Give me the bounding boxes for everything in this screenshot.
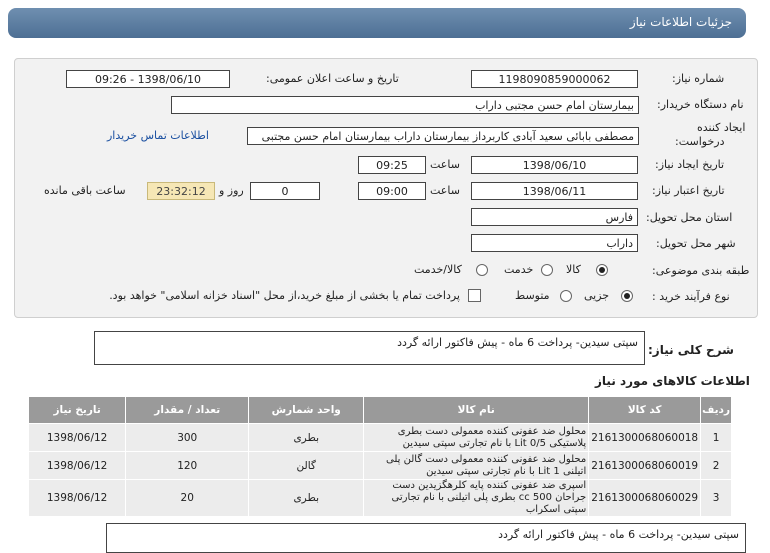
treasury-payment-note: پرداخت تمام یا بخشی از مبلغ خرید،از محل "اسناد خزانه اسلامی" خواهد بود. xyxy=(109,289,460,302)
cell-qty: 120 xyxy=(126,452,249,480)
process-medium-radio[interactable] xyxy=(560,290,572,302)
city-label: شهر محل تحویل: xyxy=(656,237,736,250)
cell-unit: گالن xyxy=(249,452,364,480)
valid-time-label: ساعت xyxy=(430,184,460,197)
cell-row: 3 xyxy=(701,480,732,517)
treasury-payment-checkbox[interactable] xyxy=(468,289,481,302)
valid-date-label: تاریخ اعتبار نیاز: xyxy=(652,184,725,197)
contact-buyer-link[interactable]: اطلاعات تماس خریدار xyxy=(107,129,209,142)
creator-label-1: ایجاد کننده xyxy=(697,121,746,134)
province-label: استان محل تحویل: xyxy=(646,211,733,224)
items-table xyxy=(28,396,732,517)
title-bar xyxy=(8,8,746,38)
col-row: ردیف xyxy=(701,397,732,424)
cell-unit: بطری xyxy=(249,424,364,452)
cell-date: 1398/06/12 xyxy=(29,452,126,480)
announce-field[interactable]: 1398/06/10 - 09:26 xyxy=(66,70,230,88)
table-row[interactable] xyxy=(29,480,732,517)
cell-qty: 300 xyxy=(126,424,249,452)
cell-name: اسپری ضد عفونی کننده پایه کلرهگزیدین دست جراحان 500 cc بطری پلی اتیلنی با نام تجارتی سپتی اسکراب xyxy=(364,480,589,517)
table-row[interactable] xyxy=(29,452,732,480)
cell-code: 2161300068060018 xyxy=(589,424,701,452)
process-medium-label: متوسط xyxy=(515,289,550,302)
buyer-label: نام دستگاه خریدار: xyxy=(657,98,744,111)
city-field[interactable]: داراب xyxy=(471,234,638,252)
cell-date: 1398/06/12 xyxy=(29,480,126,517)
cell-code: 2161300068060029 xyxy=(589,480,701,517)
category-both-label: کالا/خدمت xyxy=(414,263,462,276)
col-qty: تعداد / مقدار xyxy=(126,397,249,424)
cell-date: 1398/06/12 xyxy=(29,424,126,452)
footer-note-box xyxy=(106,523,746,553)
created-time-field[interactable]: 09:25 xyxy=(358,156,426,174)
description-text: سپتی سیدین- پرداخت 6 ماه - پیش فاکتور ارائه گردد xyxy=(397,336,638,349)
need-number-label: شماره نیاز: xyxy=(672,72,725,85)
remaining-label: ساعت باقی مانده xyxy=(44,184,126,197)
created-date-field[interactable]: 1398/06/10 xyxy=(471,156,638,174)
description-box xyxy=(94,331,645,365)
category-goods-label: کالا xyxy=(566,263,581,276)
creator-label-2: درخواست: xyxy=(675,135,725,148)
cell-row: 1 xyxy=(701,424,732,452)
creator-field[interactable]: مصطفی بابائی سعید آبادی کاربرداز بیمارستان داراب بیمارستان امام حسن مجتبی xyxy=(247,127,639,145)
cell-name: محلول ضد عفونی کننده معمولی دست بطری پلاستیکی 0/5 Lit با نام تجارتی سپتی سیدین xyxy=(364,424,589,452)
description-label: شرح کلی نیاز: xyxy=(648,343,734,357)
page-title: جزئیات اطلاعات نیاز xyxy=(629,15,732,29)
valid-date-field[interactable]: 1398/06/11 xyxy=(471,182,638,200)
process-minor-label: جزیی xyxy=(584,289,610,302)
province-field[interactable]: فارس xyxy=(471,208,638,226)
cell-code: 2161300068060019 xyxy=(589,452,701,480)
valid-time-field[interactable]: 09:00 xyxy=(358,182,426,200)
items-header-row xyxy=(29,397,732,424)
cell-qty: 20 xyxy=(126,480,249,517)
cell-name: محلول ضد عفونی کننده معمولی دست گالن پلی اتیلنی 1 Lit با نام تجارتی سپتی سیدین xyxy=(364,452,589,480)
col-code: کد کالا xyxy=(589,397,701,424)
process-minor-radio[interactable] xyxy=(621,290,633,302)
category-label: طبقه بندی موضوعی: xyxy=(652,264,750,277)
need-number-field[interactable]: 1198090859000062 xyxy=(471,70,638,88)
buyer-field[interactable]: بیمارستان امام حسن مجتبی داراب xyxy=(171,96,639,114)
col-unit: واحد شمارش xyxy=(249,397,364,424)
table-row[interactable] xyxy=(29,424,732,452)
col-date: تاریخ نیاز xyxy=(29,397,126,424)
category-service-label: خدمت xyxy=(504,263,534,276)
col-name: نام کالا xyxy=(364,397,589,424)
process-label: نوع فرآیند خرید : xyxy=(652,290,730,303)
announce-label: تاریخ و ساعت اعلان عمومی: xyxy=(266,72,399,85)
cell-unit: بطری xyxy=(249,480,364,517)
days-label: روز و xyxy=(219,184,244,197)
footer-note-text: سپتی سیدین- پرداخت 6 ماه - پیش فاکتور ارائه گردد xyxy=(498,528,739,541)
days-field[interactable]: 0 xyxy=(250,182,320,200)
created-date-label: تاریخ ایجاد نیاز: xyxy=(655,158,725,171)
items-section-title: اطلاعات کالاهای مورد نیاز xyxy=(595,374,750,388)
remaining-time-field: 23:32:12 xyxy=(147,182,215,200)
category-service-radio[interactable] xyxy=(541,264,553,276)
category-both-radio[interactable] xyxy=(476,264,488,276)
category-goods-radio[interactable] xyxy=(596,264,608,276)
created-time-label: ساعت xyxy=(430,158,460,171)
cell-row: 2 xyxy=(701,452,732,480)
